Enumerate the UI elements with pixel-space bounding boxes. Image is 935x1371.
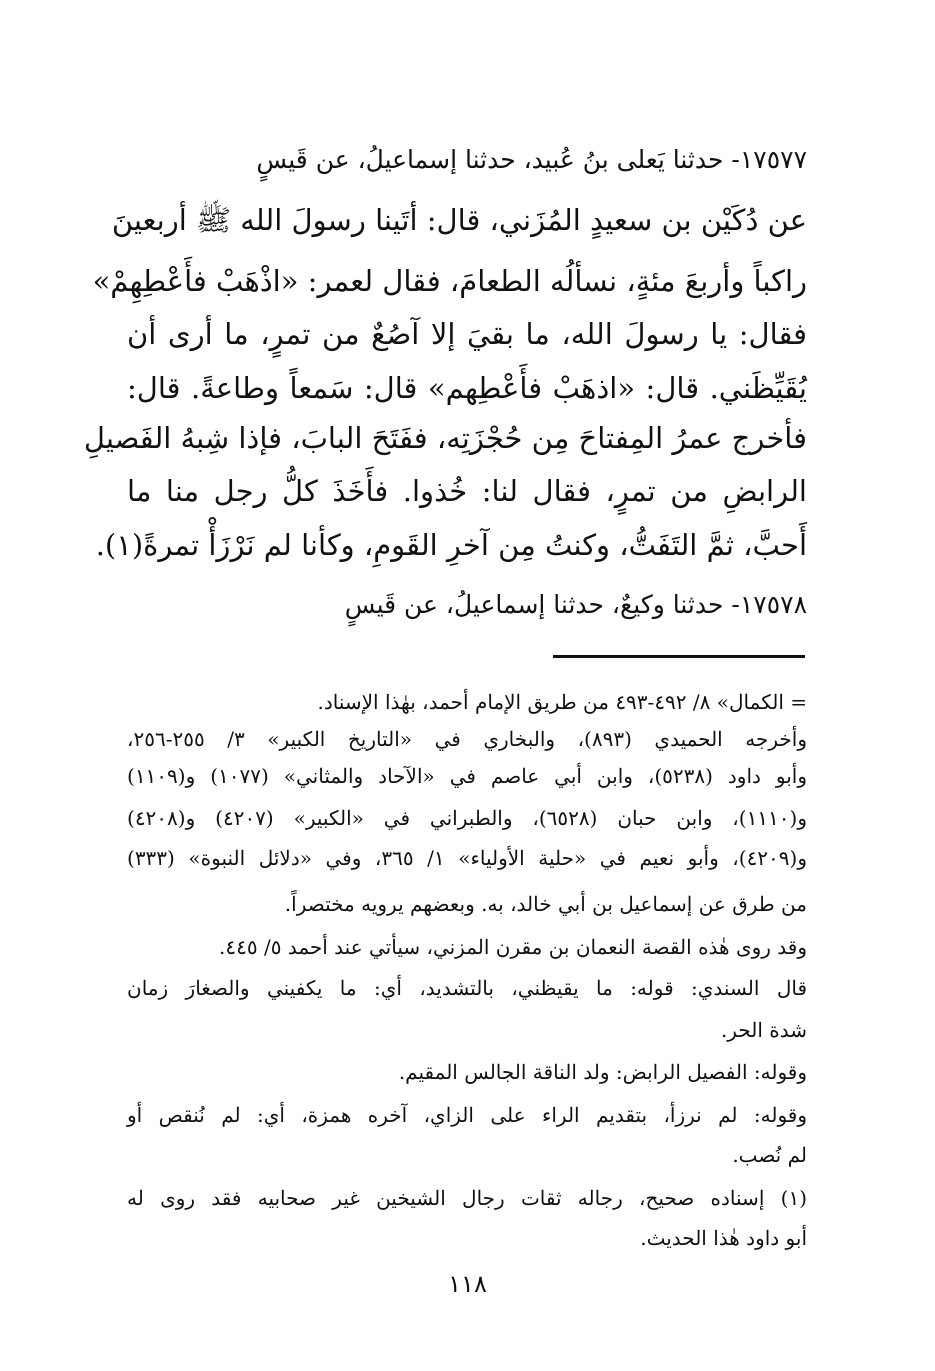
hadith-17577-heading: ١٧٥٧٧- حدثنا يَعلى بنُ عُبيد، حدثنا إسماعيلُ، عن قَيسٍ [256, 145, 807, 174]
footnote-line-10: وقوله: الفصيل الرابض: ولد الناقة الجالس المقيم. [398, 1060, 807, 1084]
hadith-17578-heading: ١٧٥٧٨- حدثنا وكيعٌ، حدثنا إسماعيلُ، عن قَيسٍ [344, 590, 807, 619]
page-number: ١١٨ [448, 1270, 487, 1298]
footnote-line-13: (١) إسناده صحيح، رجاله ثقات رجال الشيخين غير صحابيه فقد روى له [127, 1186, 807, 1210]
main-text-line-7: أَحبَّ، ثمَّ التَفَتُّ، وكنتُ مِن آخرِ القَومِ، وكأنا لم نَرْزَأْ تمرةً(١). [95, 528, 807, 562]
footnote-line-4: و(١١١٠)، وابن حبان (٦٥٢٨)، والطبراني في «الكبير» (٤٢٠٧) و(٤٢٠٨) [127, 806, 807, 830]
main-text-line-4: يُقَيِّظَني. قال: «اذهَبْ فأَعْطِهم» قال: سَمعاً وطاعةً. قال: [127, 371, 807, 405]
footnote-separator [553, 655, 805, 658]
main-text-line-2: راكباً وأربعَ مئةٍ، نسألُه الطعامَ، فقال لعمر: «اذْهَبْ فأَعْطِهِمْ» [92, 264, 807, 298]
main-text-line-5: فأخرج عمرُ المِفتاحَ مِن حُجْزَتِه، ففَتَحَ البابَ، فإذا شِبهُ الفَصيلِ [83, 421, 807, 455]
footnote-line-11: وقوله: لم نرزأ، بتقديم الراء على الزاي، آخره همزة، أي: لم نُنقص أو [127, 1103, 807, 1127]
footnote-line-5: و(٤٢٠٩)، وأبو نعيم في «حلية الأولياء» ١/ ٣٦٥، وفي «دلائل النبوة» (٣٣٣) [127, 846, 807, 870]
footnote-line-1: = الكمال» ٨/ ٤٩٢-٤٩٣ من طريق الإمام أحمد، بهٰذا الإسناد. [317, 690, 807, 714]
footnote-line-6: من طرق عن إسماعيل بن أبي خالد، به. وبعضهم يرويه مختصراً. [284, 892, 807, 916]
footnote-line-2: وأخرجه الحميدي (٨٩٣)، والبخاري في «التاريخ الكبير» ٣/ ٢٥٥-٢٥٦، [127, 727, 807, 751]
footnote-line-3: وأبو داود (٥٢٣٨)، وابن أبي عاصم في «الآحاد والمثاني» (١٠٧٧) و(١١٠٩) [127, 764, 807, 788]
footnote-line-7: وقد روى هٰذه القصة النعمان بن مقرن المزني، سيأتي عند أحمد ٥/ ٤٤٥. [219, 935, 807, 959]
footnote-line-12: لم نُصب. [732, 1143, 807, 1167]
footnote-line-9: شدة الحر. [720, 1018, 807, 1042]
main-text-line-3: فقال: يا رسولَ الله، ما بقيَ إلا آصُعٌ من تمرٍ، ما أرى أن [127, 317, 807, 351]
footnote-line-14: أبو داود هٰذا الحديث. [640, 1226, 807, 1250]
footnote-line-8: قال السندي: قوله: ما يقيظني، بالتشديد، أي: ما يكفيني والصغارَ زمان [127, 976, 807, 1000]
main-text-line-6: الرابضِ من تمرٍ، فقال لنا: خُذوا. فأَخَذَ كلُّ رجل منا ما [127, 474, 807, 508]
main-text-line-1: عن دُكَيْن بن سعيدٍ المُزَني، قال: أتَينا رسولَ الله ﷺ أربعينَ [111, 203, 807, 237]
